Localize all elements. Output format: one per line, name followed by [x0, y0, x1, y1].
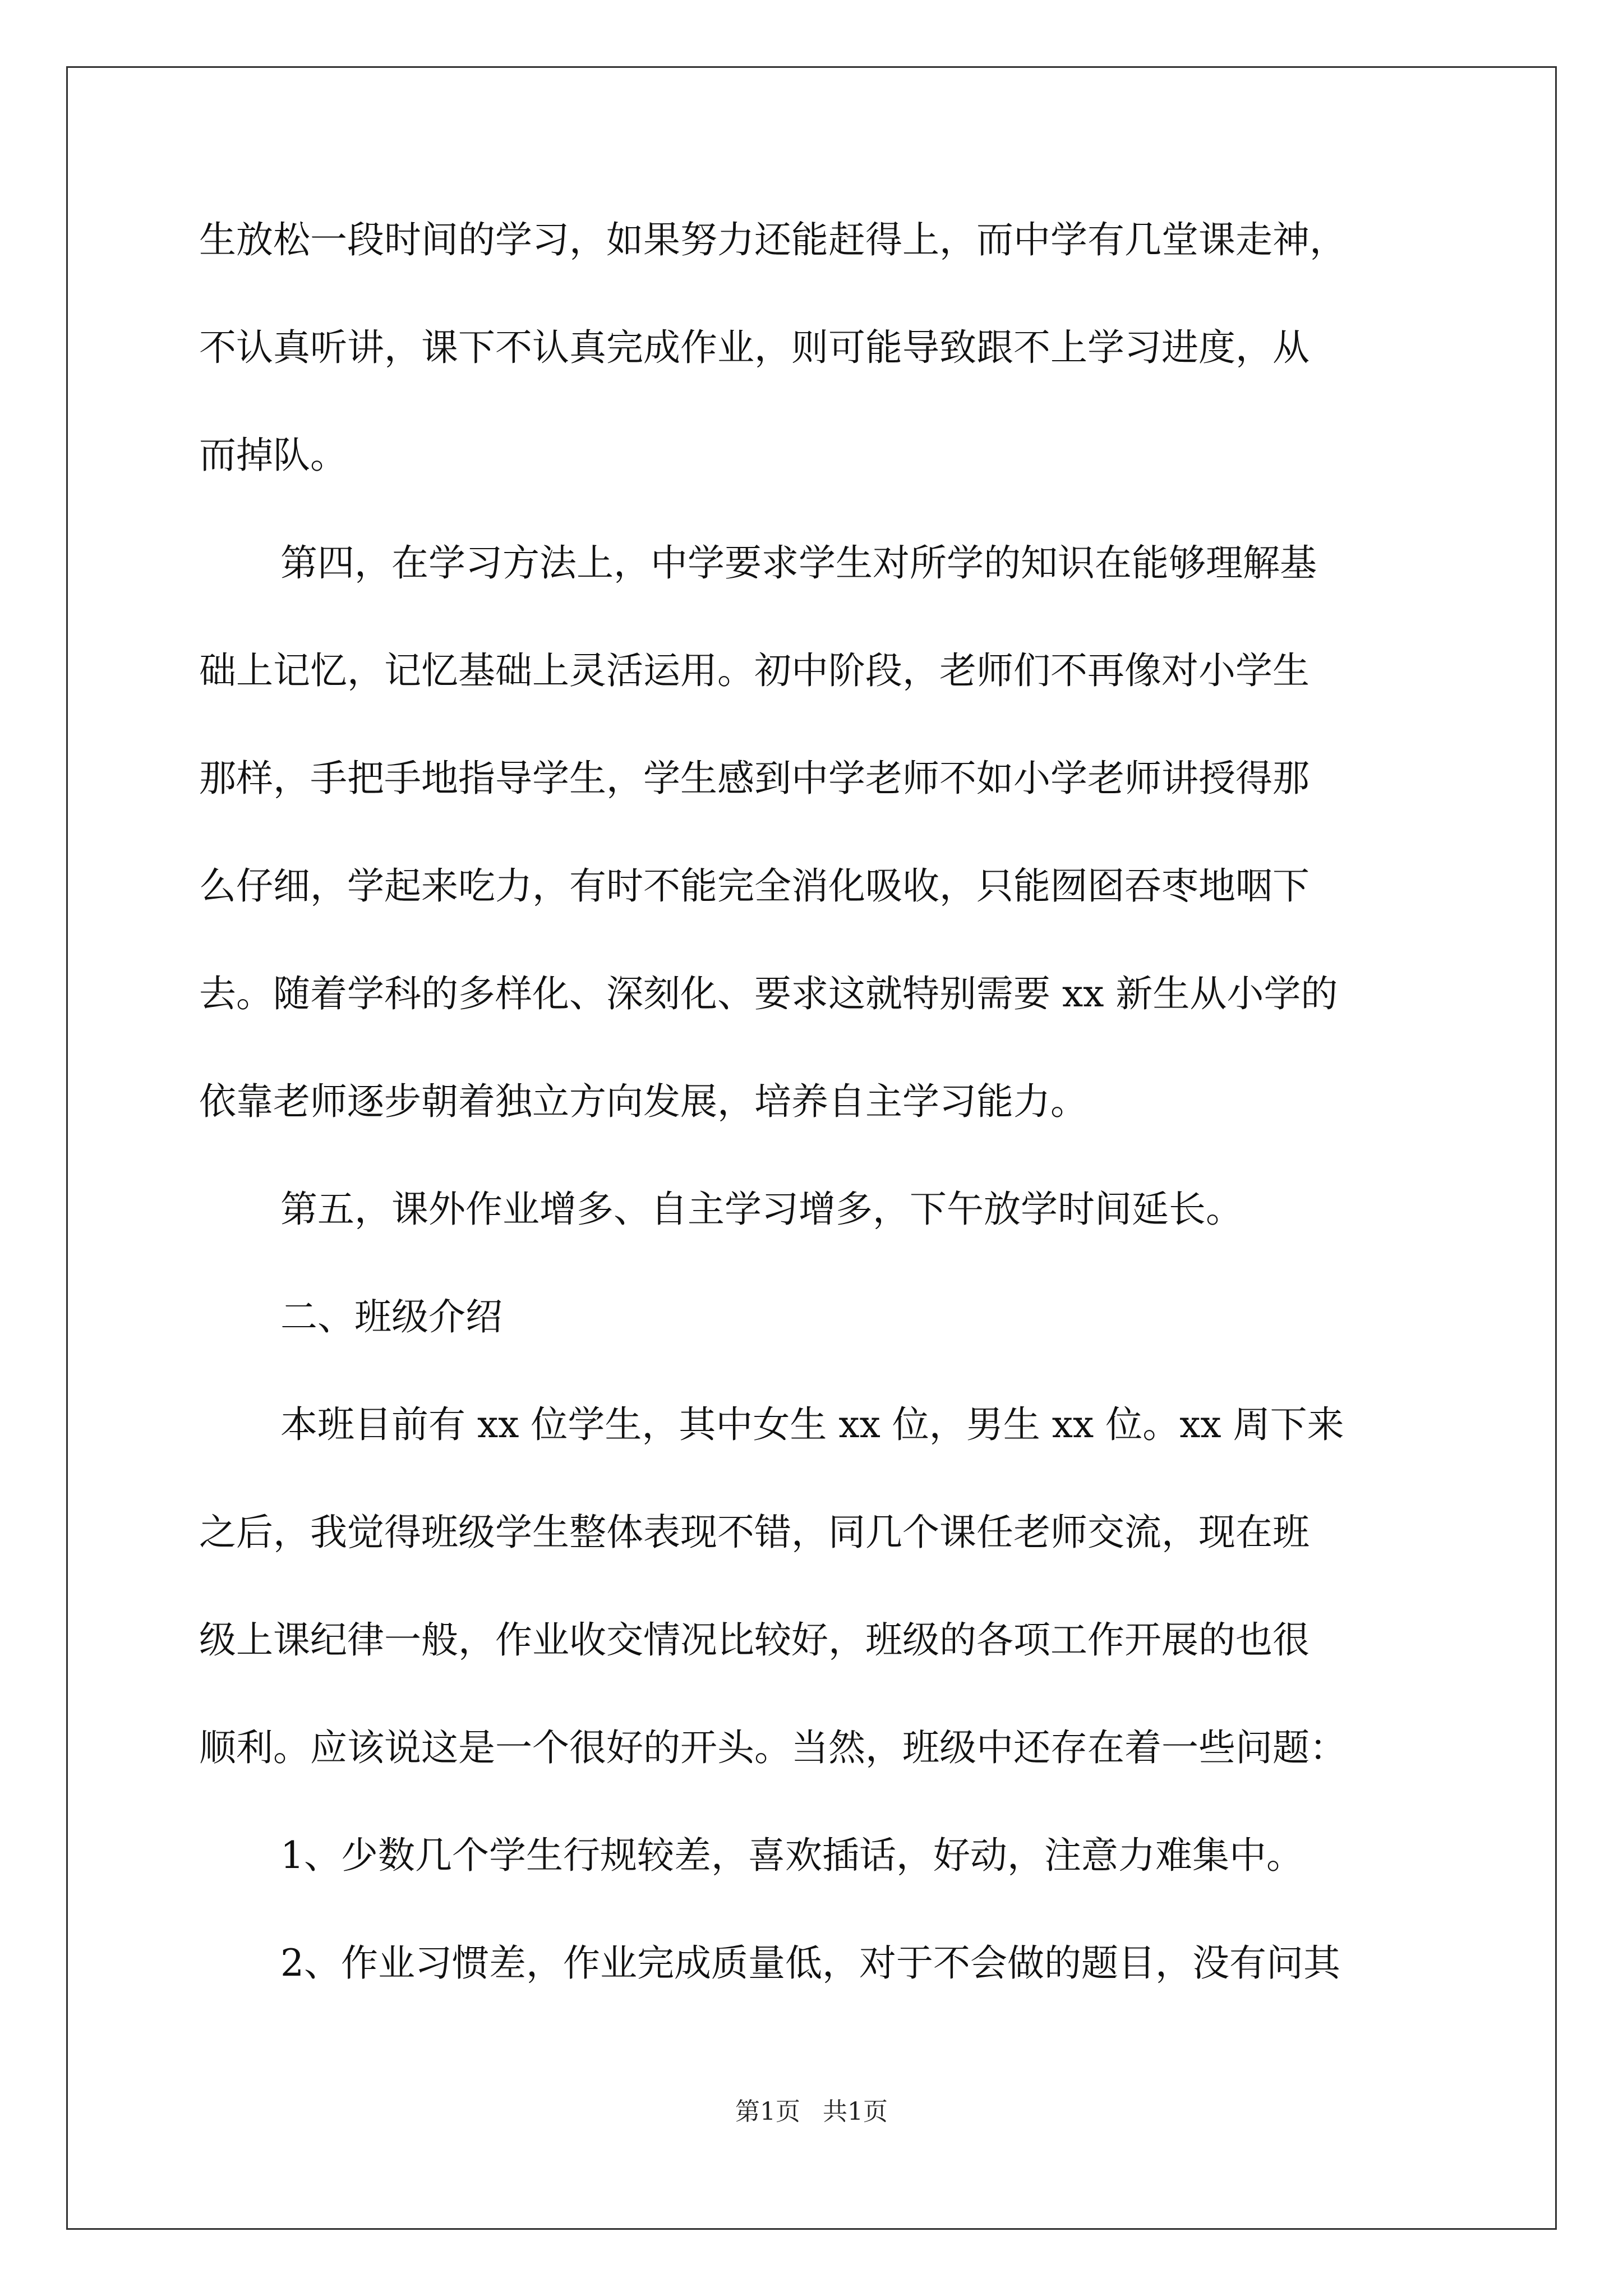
paragraph-first-line: 第四，在学习方法上，中学要求学生对所学的知识在能够理解基 [280, 541, 1317, 585]
paragraph-first-line: 本班目前有 xx 位学生，其中女生 xx 位，男生 xx 位。xx 周下来 [280, 1403, 1344, 1446]
text-line: 顺利。应该说这是一个很好的开头。当然，班级中还存在着一些问题： [199, 1726, 1347, 1769]
text-line: 础上记忆，记忆基础上灵活运用。初中阶段，老师们不再像对小学生 [199, 649, 1310, 692]
section-heading: 二、班级介绍 [280, 1295, 502, 1338]
paragraph-first-line: 第五，课外作业增多、自主学习增多，下午放学时间延长。 [280, 1188, 1243, 1231]
text-line: 不认真听讲，课下不认真完成作业，则可能导致跟不上学习进度，从 [199, 326, 1310, 369]
list-item: 2、作业习惯差，作业完成质量低，对于不会做的题目，没有问其 [280, 1941, 1340, 1985]
list-item: 1、少数几个学生行规较差，喜欢插话，好动，注意力难集中。 [280, 1834, 1303, 1877]
text-line: 去。随着学科的多样化、深刻化、要求这就特别需要 xx 新生从小学的 [199, 972, 1338, 1015]
page-footer [0, 2095, 1623, 2129]
text-line: 之后，我觉得班级学生整体表现不错，同几个课任老师交流，现在班 [199, 1511, 1310, 1554]
text-line: 而掉队。 [199, 434, 347, 477]
page-total: 共1页 [823, 2097, 888, 2126]
text-line: 么仔细，学起来吃力，有时不能完全消化吸收，只能囫囵吞枣地咽下 [199, 864, 1310, 908]
text-line: 生放松一段时间的学习，如果努力还能赶得上，而中学有几堂课走神， [199, 218, 1347, 261]
page-border [66, 66, 1557, 2230]
page-number: 第1页 [735, 2097, 800, 2126]
text-line: 依靠老师逐步朝着独立方向发展，培养自主学习能力。 [199, 1080, 1087, 1123]
text-line: 级上课纪律一般，作业收交情况比较好，班级的各项工作开展的也很 [199, 1618, 1310, 1662]
text-line: 那样，手把手地指导学生，学生感到中学老师不如小学老师讲授得那 [199, 757, 1310, 800]
